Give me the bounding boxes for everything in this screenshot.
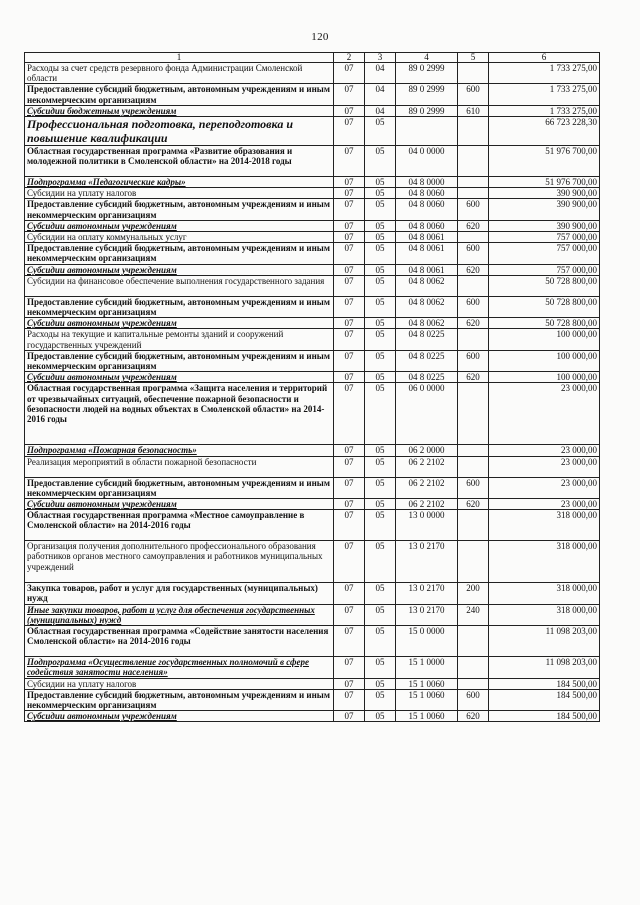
subsection-code: 05 [365, 275, 396, 296]
target-article-code: 04 8 0225 [396, 350, 458, 371]
section-code: 07 [334, 510, 365, 541]
target-article-code: 89 0 2999 [396, 84, 458, 105]
section-code: 07 [334, 678, 365, 689]
amount: 1 733 275,00 [489, 63, 600, 84]
target-article-code: 04 8 0061 [396, 264, 458, 275]
line-item-name: Профессиональная подготовка, переподготовка и повышение квалификации [25, 117, 334, 146]
amount: 318 000,00 [489, 604, 600, 625]
subsection-code: 05 [365, 445, 396, 456]
line-item-name: Субсидии автономным учреждениям [25, 220, 334, 231]
line-item-name: Предоставление субсидий бюджетным, автономным учреждениям и иным некоммерческим организациям [25, 350, 334, 371]
amount: 757 000,00 [489, 243, 600, 264]
section-code: 07 [334, 350, 365, 371]
table-row [25, 318, 600, 329]
table-row [25, 456, 600, 477]
table-row [25, 63, 600, 84]
expense-type-code [458, 329, 489, 350]
section-code: 07 [334, 318, 365, 329]
expense-type-code: 620 [458, 264, 489, 275]
section-code: 07 [334, 199, 365, 220]
expense-type-code: 600 [458, 243, 489, 264]
amount: 184 500,00 [489, 689, 600, 710]
target-article-code: 06 0 0000 [396, 383, 458, 445]
table-row [25, 604, 600, 625]
subsection-code: 05 [365, 199, 396, 220]
column-number: 6 [489, 53, 600, 63]
subsection-code: 05 [365, 264, 396, 275]
table-row [25, 296, 600, 317]
expense-type-code [458, 445, 489, 456]
subsection-code: 05 [365, 711, 396, 722]
subsection-code: 05 [365, 188, 396, 199]
expense-type-code [458, 275, 489, 296]
amount: 23 000,00 [489, 383, 600, 445]
section-code: 07 [334, 84, 365, 105]
target-article-code: 04 8 0225 [396, 329, 458, 350]
expense-type-code [458, 510, 489, 541]
table-row [25, 188, 600, 199]
target-article-code [396, 117, 458, 146]
target-article-code: 04 8 0061 [396, 243, 458, 264]
expense-type-code: 600 [458, 350, 489, 371]
subsection-code: 05 [365, 499, 396, 510]
line-item-name: Предоставление субсидий бюджетным, автономным учреждениям и иным некоммерческим организациям [25, 689, 334, 710]
expense-type-code [458, 626, 489, 657]
section-code: 07 [334, 63, 365, 84]
expense-type-code [458, 146, 489, 177]
table-row [25, 177, 600, 188]
table-row [25, 243, 600, 264]
line-item-name: Расходы на текущие и капитальные ремонты зданий и сооружений государственных учреждений [25, 329, 334, 350]
target-article-code: 04 8 0062 [396, 318, 458, 329]
expense-type-code: 200 [458, 583, 489, 604]
line-item-name: Субсидии автономным учреждениям [25, 264, 334, 275]
target-article-code: 13 0 2170 [396, 604, 458, 625]
expense-type-code: 600 [458, 84, 489, 105]
target-article-code: 06 2 0000 [396, 445, 458, 456]
subsection-code: 05 [365, 689, 396, 710]
expense-type-code: 600 [458, 689, 489, 710]
table-row [25, 264, 600, 275]
target-article-code: 04 8 0060 [396, 199, 458, 220]
column-number: 2 [334, 53, 365, 63]
target-article-code: 13 0 2170 [396, 583, 458, 604]
amount: 318 000,00 [489, 541, 600, 583]
subsection-code: 05 [365, 329, 396, 350]
subsection-code: 05 [365, 318, 396, 329]
target-article-code: 15 1 0000 [396, 657, 458, 678]
table-row [25, 146, 600, 177]
line-item-name: Предоставление субсидий бюджетным, автономным учреждениям и иным некоммерческим организациям [25, 199, 334, 220]
section-code: 07 [334, 477, 365, 498]
subsection-code: 05 [365, 296, 396, 317]
line-item-name: Субсидии на финансовое обеспечение выполнения государственного задания [25, 275, 334, 296]
target-article-code: 89 0 2999 [396, 63, 458, 84]
section-code: 07 [334, 243, 365, 264]
subsection-code: 05 [365, 220, 396, 231]
section-code: 07 [334, 604, 365, 625]
table-row [25, 329, 600, 350]
table-row [25, 372, 600, 383]
section-code: 07 [334, 499, 365, 510]
expense-type-code [458, 541, 489, 583]
amount: 100 000,00 [489, 350, 600, 371]
expense-type-code [458, 63, 489, 84]
target-article-code: 15 0 0000 [396, 626, 458, 657]
subsection-code: 04 [365, 105, 396, 116]
expense-type-code [458, 117, 489, 146]
table-row [25, 510, 600, 541]
section-code: 07 [334, 689, 365, 710]
subsection-code: 05 [365, 232, 396, 243]
expense-type-code [458, 678, 489, 689]
table-row [25, 383, 600, 445]
expense-type-code [458, 232, 489, 243]
amount: 757 000,00 [489, 232, 600, 243]
amount: 318 000,00 [489, 583, 600, 604]
table-row [25, 117, 600, 146]
line-item-name: Иные закупки товаров, работ и услуг для обеспечения государственных (муниципальных) нужд [25, 604, 334, 625]
section-code: 07 [334, 264, 365, 275]
subsection-code: 05 [365, 510, 396, 541]
section-code: 07 [334, 188, 365, 199]
page-number: 120 [311, 31, 329, 43]
table-row [25, 275, 600, 296]
subsection-code: 05 [365, 678, 396, 689]
subsection-code: 05 [365, 117, 396, 146]
amount: 100 000,00 [489, 329, 600, 350]
expense-type-code [458, 383, 489, 445]
line-item-name: Областная государственная программа «Местное самоуправление в Смоленской области» на 2014-2016 годы [25, 510, 334, 541]
target-article-code: 06 2 2102 [396, 477, 458, 498]
line-item-name: Подпрограмма «Осуществление государственных полномочий в сфере содействия занятости населения» [25, 657, 334, 678]
section-code: 07 [334, 296, 365, 317]
section-code: 07 [334, 220, 365, 231]
subsection-code: 05 [365, 350, 396, 371]
column-number: 1 [25, 53, 334, 63]
budget-table [24, 52, 600, 722]
amount: 51 976 700,00 [489, 146, 600, 177]
target-article-code: 15 1 0060 [396, 689, 458, 710]
expense-type-code: 620 [458, 318, 489, 329]
table-row [25, 657, 600, 678]
target-article-code: 04 0 0000 [396, 146, 458, 177]
line-item-name: Субсидии бюджетным учреждениям [25, 105, 334, 116]
target-article-code: 15 1 0060 [396, 711, 458, 722]
column-number: 3 [365, 53, 396, 63]
table-row [25, 445, 600, 456]
section-code: 07 [334, 445, 365, 456]
column-number: 5 [458, 53, 489, 63]
line-item-name: Субсидии автономным учреждениям [25, 318, 334, 329]
table-row [25, 678, 600, 689]
amount: 757 000,00 [489, 264, 600, 275]
subsection-code: 04 [365, 63, 396, 84]
table-row [25, 350, 600, 371]
section-code: 07 [334, 383, 365, 445]
table-row [25, 689, 600, 710]
line-item-name: Областная государственная программа «Содействие занятости населения Смоленской области» на 2014-2016 годы [25, 626, 334, 657]
expense-type-code: 620 [458, 372, 489, 383]
subsection-code: 05 [365, 583, 396, 604]
amount: 66 723 228,30 [489, 117, 600, 146]
line-item-name: Субсидии на оплату коммунальных услуг [25, 232, 334, 243]
section-code: 07 [334, 626, 365, 657]
target-article-code: 15 1 0060 [396, 678, 458, 689]
line-item-name: Областная государственная программа «Защита населения и территорий от чрезвычайных ситуаций, обеспечение пожарной безопасности и безопасности людей на водных объектах в Смоленской области» на 2014-2016 годы [25, 383, 334, 445]
section-code: 07 [334, 177, 365, 188]
subsection-code: 05 [365, 383, 396, 445]
amount: 184 500,00 [489, 711, 600, 722]
section-code: 07 [334, 541, 365, 583]
table-row [25, 232, 600, 243]
expense-type-code: 620 [458, 711, 489, 722]
section-code: 07 [334, 657, 365, 678]
section-code: 07 [334, 583, 365, 604]
target-article-code: 13 0 0000 [396, 510, 458, 541]
subsection-code: 05 [365, 146, 396, 177]
target-article-code: 06 2 2102 [396, 499, 458, 510]
subsection-code: 04 [365, 84, 396, 105]
amount: 50 728 800,00 [489, 275, 600, 296]
amount: 390 900,00 [489, 188, 600, 199]
expense-type-code: 620 [458, 499, 489, 510]
amount: 50 728 800,00 [489, 318, 600, 329]
line-item-name: Субсидии автономным учреждениям [25, 711, 334, 722]
amount: 51 976 700,00 [489, 177, 600, 188]
section-code: 07 [334, 117, 365, 146]
expense-type-code: 600 [458, 296, 489, 317]
line-item-name: Организация получения дополнительного профессионального образования работников органов местного самоуправления и работников муниципальных учреждений [25, 541, 334, 583]
amount: 390 900,00 [489, 220, 600, 231]
subsection-code: 05 [365, 477, 396, 498]
line-item-name: Субсидии автономным учреждениям [25, 372, 334, 383]
line-item-name: Подпрограмма «Пожарная безопасность» [25, 445, 334, 456]
expense-type-code: 600 [458, 477, 489, 498]
subsection-code: 05 [365, 456, 396, 477]
expense-type-code [458, 188, 489, 199]
subsection-code: 05 [365, 657, 396, 678]
section-code: 07 [334, 456, 365, 477]
line-item-name: Субсидии автономным учреждениям [25, 499, 334, 510]
section-code: 07 [334, 275, 365, 296]
expense-type-code: 600 [458, 199, 489, 220]
line-item-name: Реализация мероприятий в области пожарной безопасности [25, 456, 334, 477]
line-item-name: Закупка товаров, работ и услуг для государственных (муниципальных) нужд [25, 583, 334, 604]
table-row [25, 220, 600, 231]
column-number: 4 [396, 53, 458, 63]
amount: 390 900,00 [489, 199, 600, 220]
section-code: 07 [334, 711, 365, 722]
table-row [25, 541, 600, 583]
budget-table-body [25, 63, 600, 722]
target-article-code: 04 8 0062 [396, 296, 458, 317]
expense-type-code [458, 657, 489, 678]
line-item-name: Расходы за счет средств резервного фонда Администрации Смоленской области [25, 63, 334, 84]
table-row [25, 583, 600, 604]
subsection-code: 05 [365, 177, 396, 188]
table-row [25, 626, 600, 657]
line-item-name: Предоставление субсидий бюджетным, автономным учреждениям и иным некоммерческим организациям [25, 477, 334, 498]
line-item-name: Субсидии на уплату налогов [25, 678, 334, 689]
target-article-code: 04 8 0225 [396, 372, 458, 383]
line-item-name: Предоставление субсидий бюджетным, автономным учреждениям и иным некоммерческим организациям [25, 84, 334, 105]
subsection-code: 05 [365, 372, 396, 383]
section-code: 07 [334, 232, 365, 243]
column-number-row [25, 53, 600, 63]
line-item-name: Субсидии на уплату налогов [25, 188, 334, 199]
expense-type-code: 620 [458, 220, 489, 231]
section-code: 07 [334, 105, 365, 116]
amount: 11 098 203,00 [489, 657, 600, 678]
line-item-name: Подпрограмма «Педагогические кадры» [25, 177, 334, 188]
expense-type-code [458, 456, 489, 477]
target-article-code: 06 2 2102 [396, 456, 458, 477]
amount: 50 728 800,00 [489, 296, 600, 317]
expense-type-code [458, 177, 489, 188]
amount: 1 733 275,00 [489, 105, 600, 116]
table-row [25, 105, 600, 116]
amount: 184 500,00 [489, 678, 600, 689]
line-item-name: Предоставление субсидий бюджетным, автономным учреждениям и иным некоммерческим организациям [25, 243, 334, 264]
subsection-code: 05 [365, 243, 396, 264]
expense-type-code: 240 [458, 604, 489, 625]
line-item-name: Предоставление субсидий бюджетным, автономным учреждениям и иным некоммерческим организациям [25, 296, 334, 317]
expense-type-code: 610 [458, 105, 489, 116]
line-item-name: Областная государственная программа «Развитие образования и молодежной политики в Смоленской области» на 2014-2018 годы [25, 146, 334, 177]
amount: 23 000,00 [489, 445, 600, 456]
subsection-code: 05 [365, 626, 396, 657]
amount: 1 733 275,00 [489, 84, 600, 105]
subsection-code: 05 [365, 604, 396, 625]
target-article-code: 04 8 0060 [396, 188, 458, 199]
table-row [25, 84, 600, 105]
table-row [25, 499, 600, 510]
amount: 23 000,00 [489, 477, 600, 498]
amount: 11 098 203,00 [489, 626, 600, 657]
target-article-code: 13 0 2170 [396, 541, 458, 583]
target-article-code: 04 8 0061 [396, 232, 458, 243]
subsection-code: 05 [365, 541, 396, 583]
table-row [25, 477, 600, 498]
amount: 100 000,00 [489, 372, 600, 383]
target-article-code: 04 8 0062 [396, 275, 458, 296]
table-row [25, 199, 600, 220]
target-article-code: 04 8 0000 [396, 177, 458, 188]
section-code: 07 [334, 372, 365, 383]
amount: 318 000,00 [489, 510, 600, 541]
table-row [25, 711, 600, 722]
target-article-code: 04 8 0060 [396, 220, 458, 231]
target-article-code: 89 0 2999 [396, 105, 458, 116]
section-code: 07 [334, 329, 365, 350]
section-code: 07 [334, 146, 365, 177]
amount: 23 000,00 [489, 456, 600, 477]
amount: 23 000,00 [489, 499, 600, 510]
